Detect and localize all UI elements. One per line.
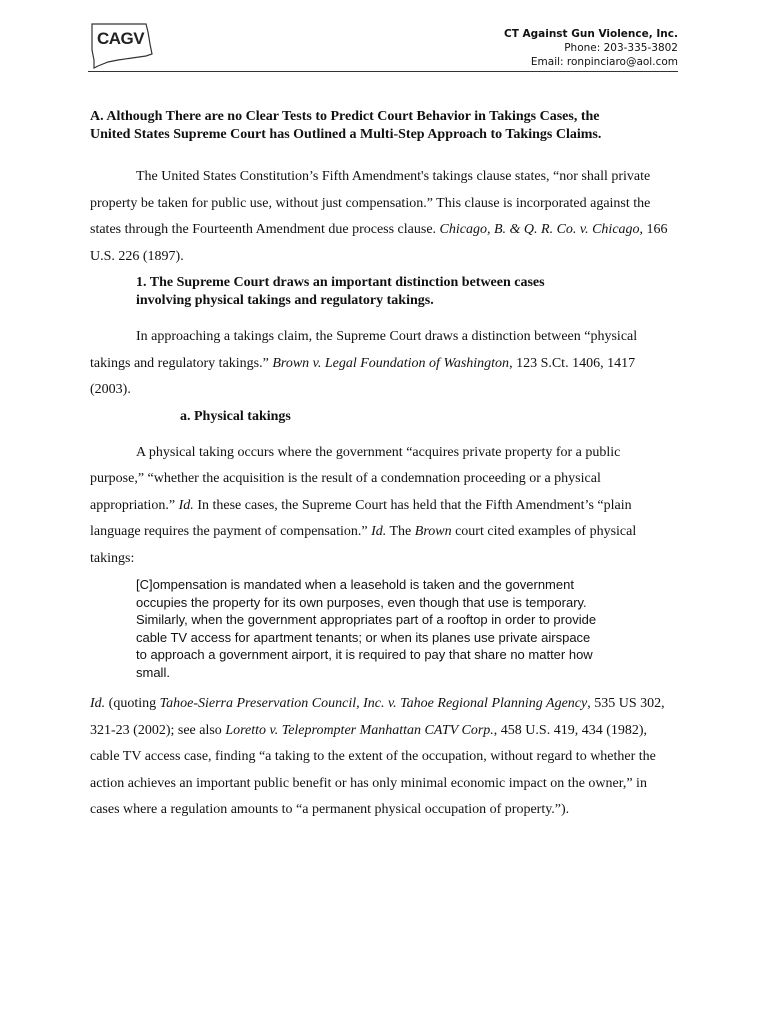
section-heading <box>90 108 676 144</box>
case-citation-loretto: Loretto v. Teleprompter Manhattan CATV Corp. <box>225 722 494 738</box>
email-line: Email: ronpinciaro@aol.com <box>530 56 678 68</box>
subsection-heading-1 <box>136 274 676 310</box>
id-citation: Id. <box>178 497 194 513</box>
id-citation: Id. <box>90 696 106 711</box>
case-name-brown: Brown <box>414 524 452 539</box>
heading-line-2: United States Supreme Court has Outlined a Multi-Step Approach to Takings Claims. <box>90 127 602 142</box>
header-divider <box>88 71 678 72</box>
paragraph-quoting <box>90 691 676 824</box>
heading-line-1: A. Although There are no Clear Tests to Predict Court Behavior in Takings Cases, the <box>90 109 600 124</box>
para3-text-3: The <box>386 524 415 539</box>
subsection-heading-a: a. Physical takings <box>180 408 291 424</box>
letterhead <box>88 16 678 72</box>
document-body <box>90 108 676 824</box>
block-quote: [C]ompensation is mandated when a leasehold is taken and the government occupies the property for its own purposes, even though that use is temporary. Similarly, when the government appropriates part of a rooftop in order to provide cable TV access for apartment tenants; or when its planes use private airspace to approach a government airport, it is required to pay that share no matter how small. <box>136 577 597 680</box>
para1-text: The United States Constitution’s Fifth Amendment's takings clause states, “nor shall private property be taken for public use, without just compensation.” This clause is incorporated against the states through the Fourteenth Amendment due process clause. <box>90 169 651 237</box>
case-citation-brown: Brown v. Legal Foundation of Washington <box>272 355 510 371</box>
para3-text-4: court cited examples of physical takings: <box>90 524 637 566</box>
para2-citation-tail: , 123 S.Ct. 1406, 1417 (2003). <box>90 355 636 397</box>
para4-text-1: (quoting <box>105 696 160 711</box>
phone-line: Phone: 203-335-3802 <box>564 42 678 54</box>
logo-text: CAGV <box>97 29 145 48</box>
paragraph-fifth-amendment <box>90 164 676 270</box>
para4-text-2: , 535 US 302, 321-23 (2002); see also <box>90 696 665 738</box>
organization-name: CT Against Gun Violence, Inc. <box>503 28 678 40</box>
para2-text: In approaching a takings claim, the Supreme Court draws a distinction between “physical takings and regulatory takings.” <box>90 329 638 371</box>
subsection-heading-line-1: 1. The Supreme Court draws an important distinction between cases <box>136 275 545 290</box>
para3-text-2: In these cases, the Supreme Court has held that the Fifth Amendment’s “plain language requires the payment of compensation.” <box>90 497 632 539</box>
case-citation-tahoe: Tahoe-Sierra Preservation Council, Inc. v. Tahoe Regional Planning Agency <box>159 696 588 711</box>
para3-text-1: A physical taking occurs where the government “acquires private property for a public purpose,” “whether the acquisition is the result of a condemnation proceeding or a physical appropriation.” <box>90 444 621 513</box>
contact-block <box>504 27 678 69</box>
paragraph-physical-taking <box>90 440 676 573</box>
case-citation-chicago: Chicago, B. & Q. R. Co. v. Chicago <box>439 222 640 237</box>
id-citation: Id. <box>371 524 387 539</box>
paragraph-distinction <box>90 324 676 404</box>
subsection-heading-line-2: involving physical takings and regulatory takings. <box>136 293 434 308</box>
para4-text-3: , 458 U.S. 419, 434 (1982), cable TV access case, finding “a taking to the extent of the occupation, without regard to whether the action achieves an important public benefit or has only minimal economic impact on the owner,” in cases where a regulation amounts to “a permanent physical occupation of property.”). <box>90 722 656 817</box>
cagv-logo <box>88 20 168 70</box>
para1-citation-tail: , 166 U.S. 226 (1897). <box>90 222 668 264</box>
